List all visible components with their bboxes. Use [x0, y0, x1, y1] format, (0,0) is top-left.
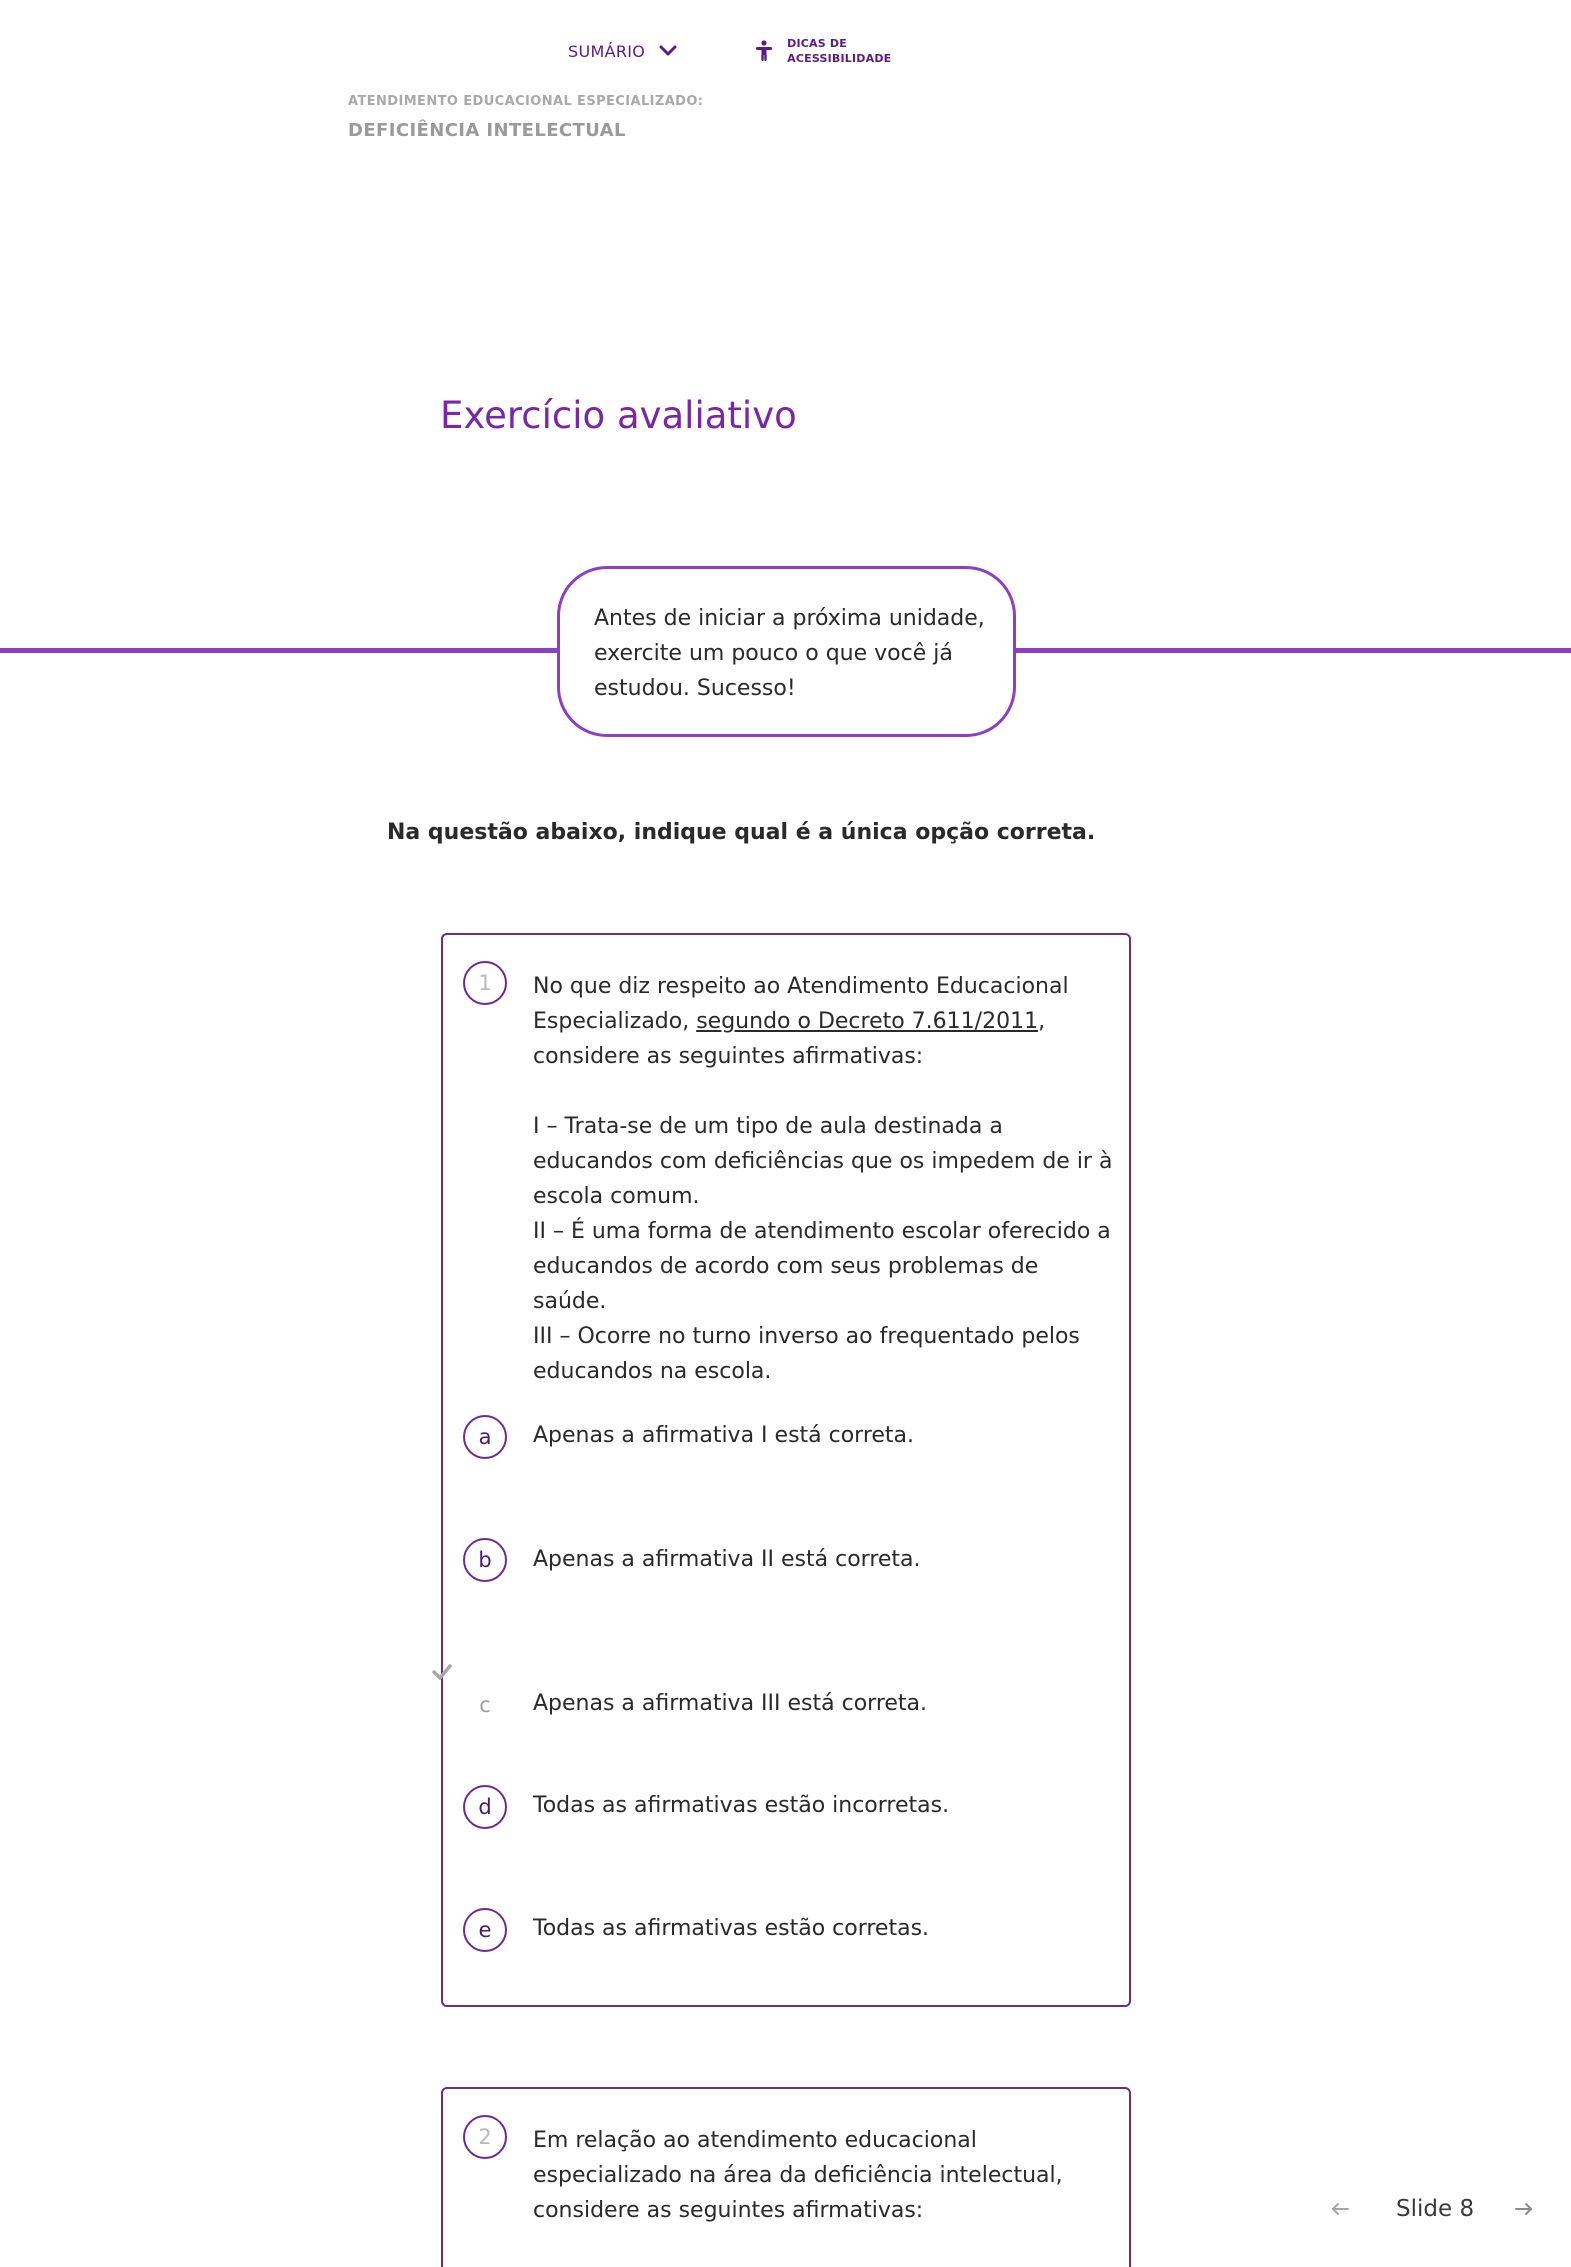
arrow-right-icon: [1514, 2201, 1534, 2217]
summary-label: SUMÁRIO: [568, 41, 646, 61]
course-title: DEFICIÊNCIA INTELECTUAL: [348, 120, 626, 141]
accessibility-label-line1: DICAS DE: [787, 37, 847, 50]
slide-navigation: [1330, 2196, 1534, 2222]
option-text[interactable]: Apenas a afirmativa I está correta.: [533, 1423, 915, 1448]
accessibility-label: [787, 36, 891, 66]
decree-link[interactable]: segundo o Decreto 7.611/2011: [696, 1009, 1039, 1034]
course-kicker: ATENDIMENTO EDUCACIONAL ESPECIALIZADO:: [348, 94, 704, 109]
intro-text: Antes de iniciar a próxima unidade, exercite um pouco o que você já estudou. Sucesso!: [594, 606, 985, 701]
option-text[interactable]: Todas as afirmativas estão corretas.: [533, 1916, 930, 1941]
summary-menu-button[interactable]: [568, 42, 677, 61]
check-icon: [431, 1661, 453, 1683]
top-navigation: [568, 36, 891, 66]
statement-2: II – É uma forma de atendimento escolar oferecido a educandos de acordo com seus problemas de saúde.: [533, 1219, 1111, 1314]
question-text-part1: No que diz respeito ao Atendimento Educacional Especializado,: [533, 974, 1069, 1034]
option-text[interactable]: Apenas a afirmativa III está correta.: [533, 1691, 928, 1716]
option-text[interactable]: Todas as afirmativas estão incorretas.: [533, 1793, 950, 1818]
chevron-down-icon: [659, 45, 677, 57]
question-number: 2: [463, 2115, 507, 2159]
question-text: [533, 969, 1113, 1389]
question-card-1: [441, 933, 1131, 2007]
question-number: 1: [463, 961, 507, 1005]
statement-1: I – Trata-se de um tipo de aula destinada a educandos com deficiências que os impedem de ir à escola comum.: [533, 1114, 1113, 1209]
next-slide-button[interactable]: [1514, 2201, 1534, 2217]
option-text[interactable]: Apenas a afirmativa II está correta.: [533, 1547, 921, 1572]
option-letter[interactable]: e: [463, 1908, 507, 1952]
instruction-text: Na questão abaixo, indique qual é a única opção correta.: [387, 820, 1096, 845]
accessibility-label-line2: ACESSIBILIDADE: [787, 52, 892, 65]
option-letter[interactable]: c: [479, 1693, 491, 1717]
option-letter[interactable]: d: [463, 1785, 507, 1829]
arrow-left-icon: [1330, 2201, 1350, 2217]
prev-slide-button[interactable]: [1330, 2201, 1350, 2217]
question-text-part2: , considere as seguintes afirmativas:: [533, 1009, 1046, 1069]
slide-counter: Slide 8: [1396, 2196, 1475, 2222]
accessibility-person-icon: [755, 40, 773, 62]
page-title: Exercício avaliativo: [440, 394, 797, 437]
question-card-2: [441, 2087, 1131, 2267]
intro-bubble: [557, 566, 1016, 737]
statement-3: III – Ocorre no turno inverso ao frequentado pelos educandos na escola.: [533, 1324, 1080, 1384]
option-letter[interactable]: a: [463, 1415, 507, 1459]
accessibility-tips-button[interactable]: [755, 36, 891, 66]
option-letter[interactable]: b: [463, 1538, 507, 1582]
question-text: Em relação ao atendimento educacional especializado na área da deficiência intelectual, considere as seguintes afirmativas:: [533, 2128, 1063, 2223]
